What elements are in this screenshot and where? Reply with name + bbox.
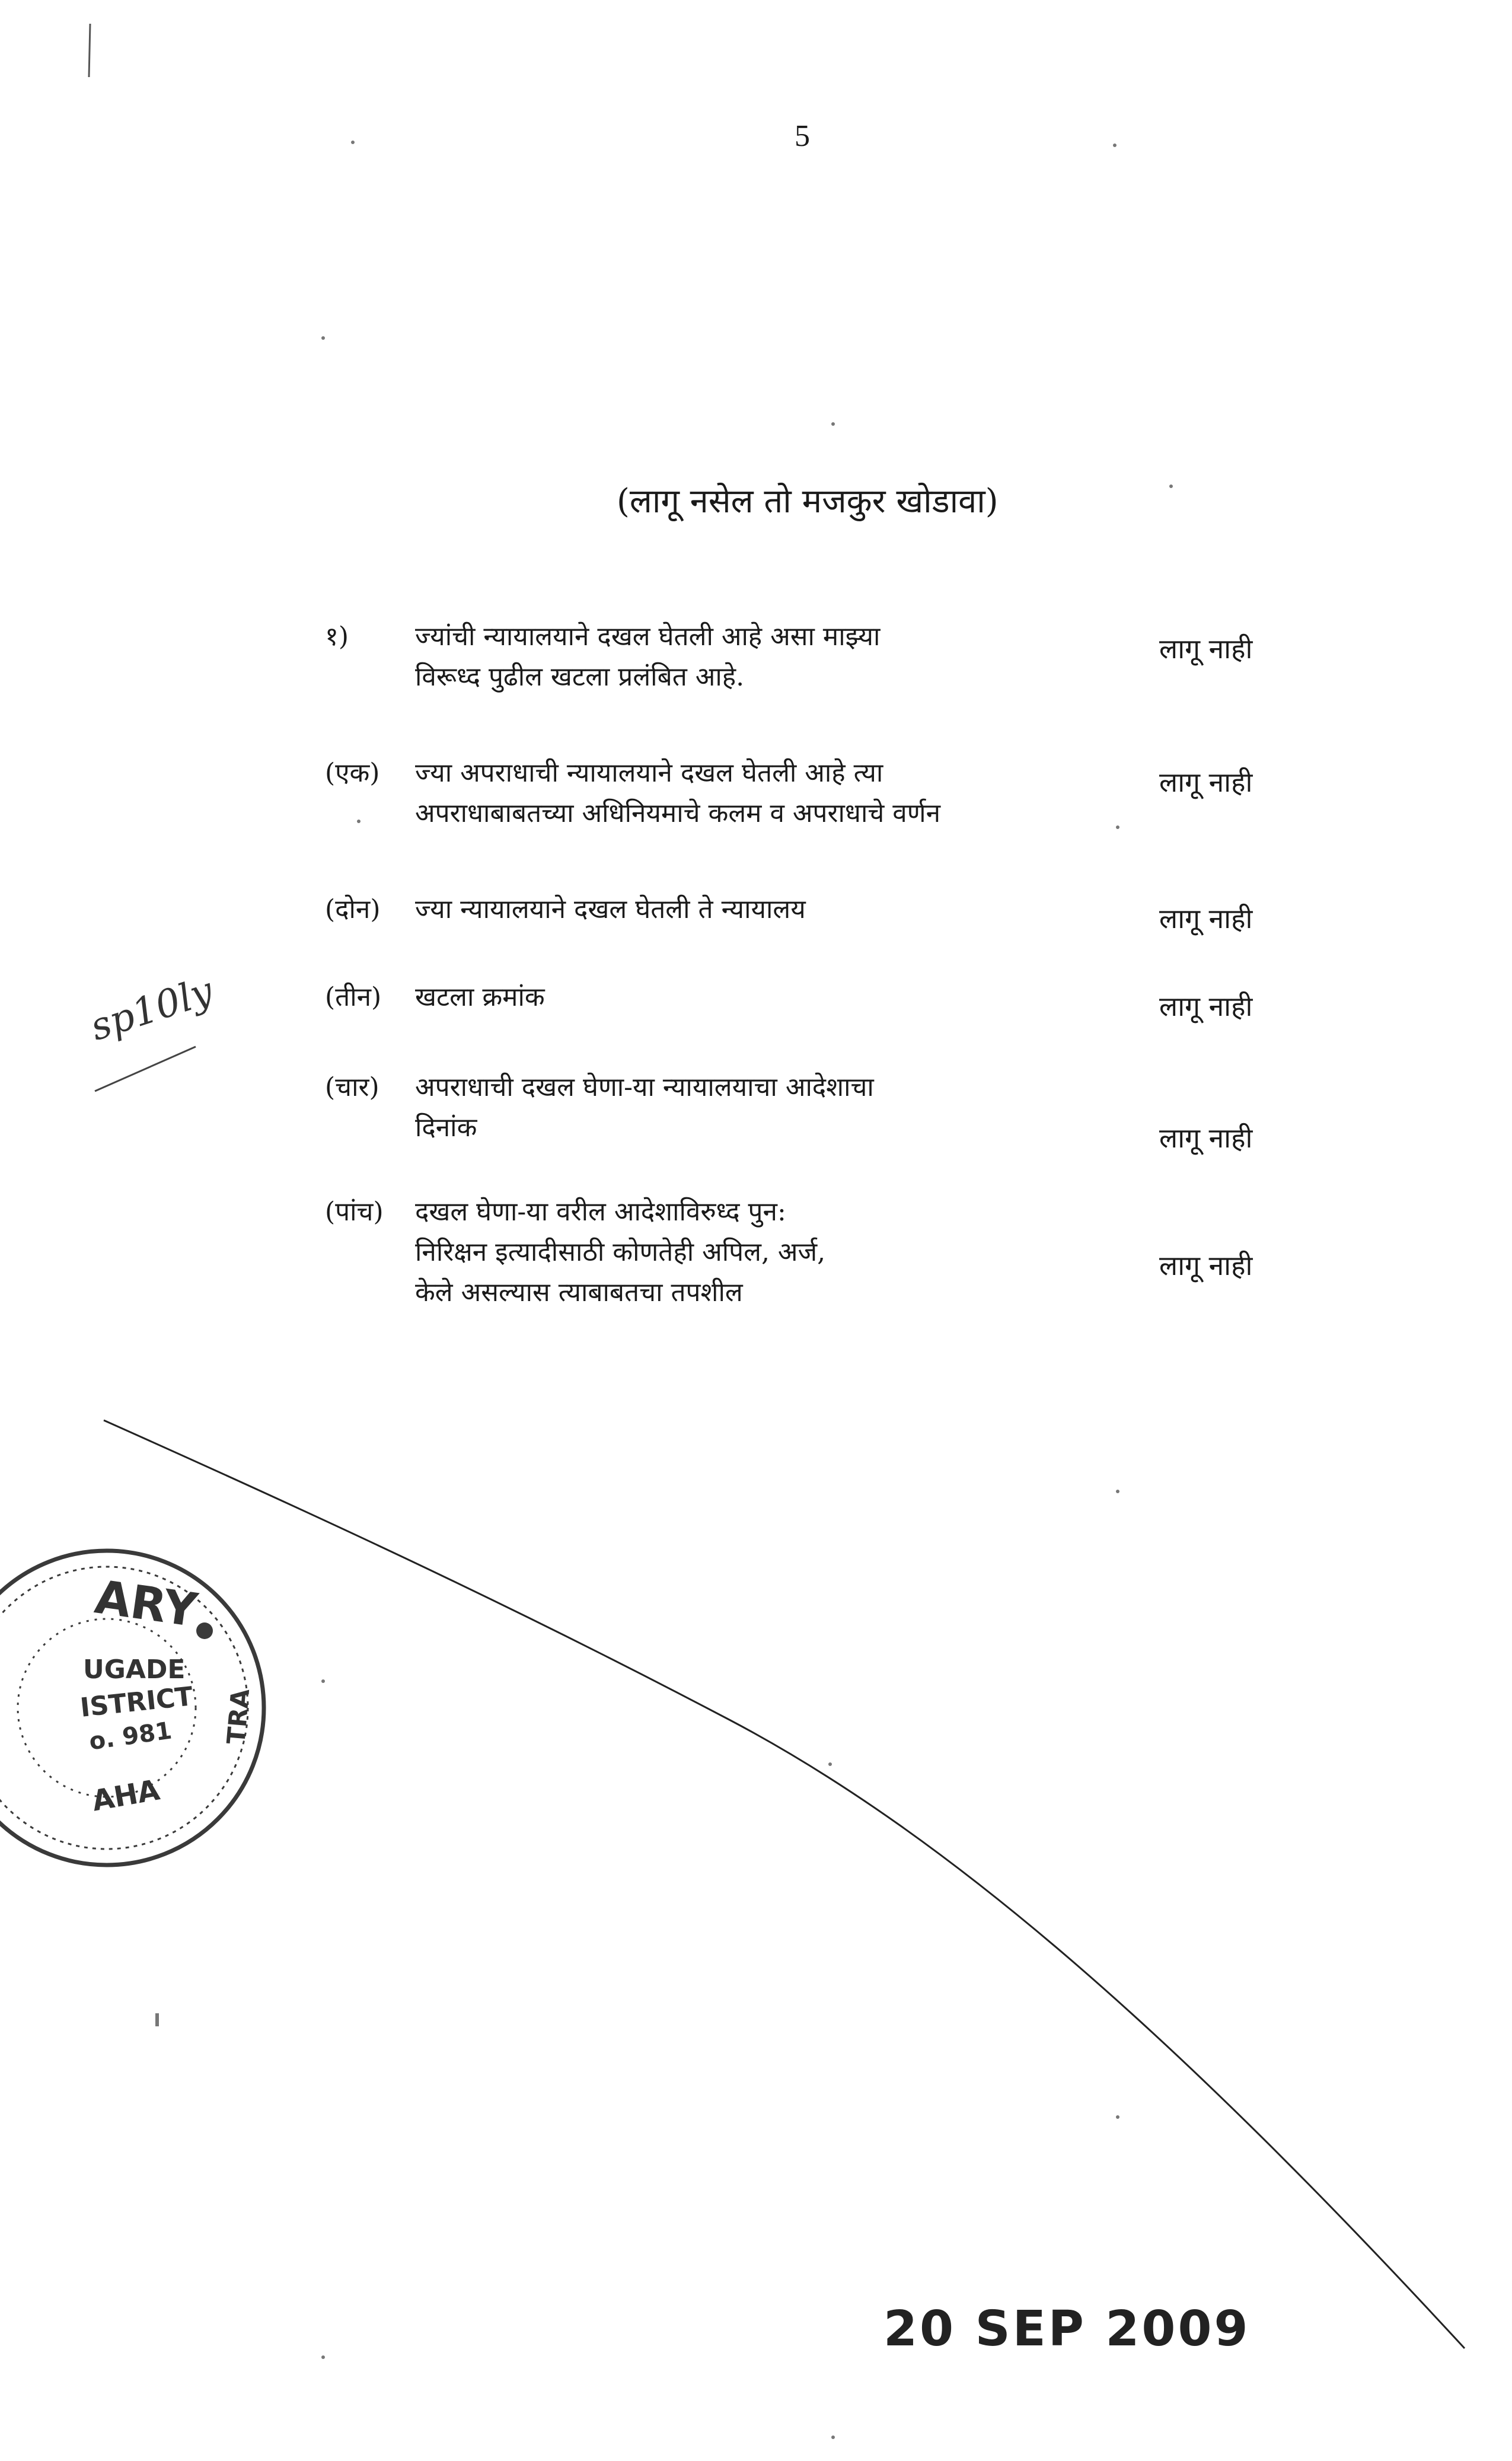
item-line: विरूध्द पुढील खटला प्रलंबित आहे. [415,662,745,692]
seal-line-5: AHA [90,1773,162,1818]
item-line: ज्यांची न्यायालयाने दखल घेतली आहे असा माझ्या [415,621,881,652]
seal-text [77,1554,273,1862]
item-description [415,1192,1097,1313]
item-line: खटला क्रमांक [415,982,545,1012]
item-status: लागू नाही [1159,990,1253,1022]
seal-line-1: ARY [91,1570,201,1638]
item-status: लागू नाही [1159,633,1253,665]
item-label: (तीन) [325,982,382,1012]
diagonal-strike-line [104,1420,1465,2348]
item-label: (दोन) [325,894,381,925]
seal-line-2: UGADE [83,1655,186,1685]
item-line: ज्या अपराधाची न्यायालयाने दखल घेतली आहे त्या [415,758,883,788]
margin-tick [89,24,90,77]
item-label: (चार) [325,1072,379,1102]
seal-line-6: TRA [221,1687,256,1746]
item-description [415,1067,1097,1148]
item-line: ज्या न्यायालयाने दखल घेतली ते न्यायालय [415,894,806,925]
item-status: लागू नाही [1159,903,1253,935]
instruction-heading: (लागू नसेल तो मजकुर खोडावा) [617,482,999,521]
item-label: (एक) [325,758,380,788]
item-description [415,890,1097,930]
item-description [415,977,1097,1018]
item-description [415,753,1097,834]
item-line: अपराधाची दखल घेणा-या न्यायालयाचा आदेशाचा [415,1072,874,1102]
item-line: दखल घेणा-या वरील आदेशाविरुध्द पुन: [415,1197,786,1227]
item-line: केले असल्यास त्याबाबतचा तपशील [415,1277,743,1308]
seal-line-3: ISTRICT [78,1681,194,1723]
item-line: दिनांक [415,1112,477,1143]
page-number: 5 [795,119,810,153]
item-description [415,617,1097,697]
date-stamp: 20 SEP 2009 [883,2301,1251,2357]
item-label: १) [325,621,349,652]
item-status: लागू नाही [1159,766,1253,798]
seal-line-4: o. 981 [87,1717,174,1756]
item-label: (पांच) [325,1197,384,1227]
item-line: अपराधाबाबतच्या अधिनियमाचे कलम व अपराधाचे वर्णन [415,798,940,828]
item-status: लागू नाही [1159,1122,1253,1154]
item-line: निरिक्षन इत्यादीसाठी कोणतेही अपिल, अर्ज, [415,1237,826,1267]
item-status: लागू नाही [1159,1249,1253,1281]
handwritten-note: sp10ly [85,969,219,1050]
